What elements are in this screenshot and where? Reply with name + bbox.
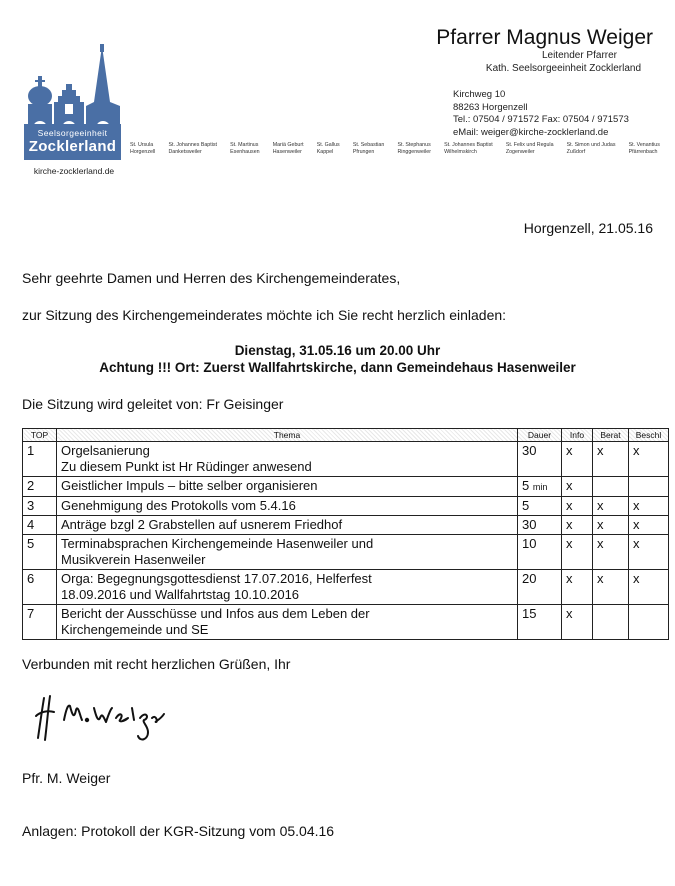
row-thema: Geistlicher Impuls – bitte selber organisieren	[57, 477, 518, 497]
letter-date: Horgenzell, 21.05.16	[523, 220, 653, 236]
row-top: 6	[23, 570, 57, 605]
row-dauer: 15	[518, 605, 562, 640]
header-top: TOP	[23, 429, 57, 442]
parish-item: Mariä Geburt Hasenweiler	[272, 142, 304, 155]
table-row	[23, 535, 669, 570]
row-info: x	[562, 570, 593, 605]
row-top: 1	[23, 442, 57, 477]
row-berat: x	[593, 535, 629, 570]
table-row	[23, 605, 669, 640]
row-thema: Orgelsanierung Zu diesem Punkt ist Hr Rüdinger anwesend	[57, 442, 518, 477]
parish-item: St. Ursula Horgenzell	[130, 142, 156, 155]
row-beschl: x	[629, 535, 669, 570]
meeting-location-notice: Achtung !!! Ort: Zuerst Wallfahrtskirche, dann Gemeindehaus Hasenweiler	[99, 360, 576, 375]
row-info: x	[562, 497, 593, 516]
logo-wordmark	[24, 124, 121, 160]
row-info: x	[562, 477, 593, 497]
salutation: Sehr geehrte Damen und Herren des Kirchengemeinderates,	[22, 270, 401, 286]
row-dauer: 30	[518, 442, 562, 477]
row-top: 7	[23, 605, 57, 640]
table-row	[23, 497, 669, 516]
row-top: 3	[23, 497, 57, 516]
row-thema: Bericht der Ausschüsse und Infos aus dem Leben der Kirchengemeinde und SE	[57, 605, 518, 640]
row-dauer: 10	[518, 535, 562, 570]
row-dauer: 30	[518, 516, 562, 535]
sender-address	[453, 89, 629, 139]
logo-url[interactable]: kirche-zocklerland.de	[33, 166, 115, 176]
table-row	[23, 442, 669, 477]
header-info: Info	[562, 429, 593, 442]
parish-item: St. Johannes Baptist Wilhelmskirch	[444, 142, 493, 155]
header-dauer: Dauer	[518, 429, 562, 442]
row-top: 2	[23, 477, 57, 497]
logo-line1: Seelsorgeeinheit	[37, 128, 108, 138]
row-info: x	[562, 516, 593, 535]
row-berat: x	[593, 570, 629, 605]
parish-list	[130, 142, 660, 156]
header-beschl: Beschl	[629, 429, 669, 442]
address-email[interactable]: eMail: weiger@kirche-zocklerland.de	[453, 126, 609, 138]
meeting-datetime: Dienstag, 31.05.16 um 20.00 Uhr	[234, 343, 441, 358]
parish-item: St. Gallus Kappel	[316, 142, 340, 155]
sender-name: Pfarrer Magnus Weiger	[436, 26, 653, 49]
row-info: x	[562, 535, 593, 570]
intro-text: zur Sitzung des Kirchengemeinderates möchte ich Sie recht herzlich einladen:	[22, 307, 507, 323]
table-row	[23, 477, 669, 497]
row-berat: x	[593, 442, 629, 477]
row-dauer: 5 min	[518, 477, 562, 497]
parish-item: St. Johannes Baptist Danketsweiler	[168, 142, 218, 155]
meeting-leader: Die Sitzung wird geleitet von: Fr Geisinger	[22, 396, 284, 412]
parish-item: St. Simon und Judas Zußdorf	[566, 142, 616, 155]
address-street: Kirchweg 10	[453, 89, 506, 100]
address-city: 88263 Horgenzell	[453, 101, 528, 113]
parish-item: St. Martinus Esenhausen	[230, 142, 260, 155]
row-dauer: 20	[518, 570, 562, 605]
row-berat	[593, 605, 629, 640]
row-top: 4	[23, 516, 57, 535]
signature-name: Pfr. M. Weiger	[22, 770, 111, 786]
agenda-table	[22, 428, 662, 640]
row-top: 5	[23, 535, 57, 570]
parish-item: St. Venantius Pfärrenbach	[628, 142, 660, 155]
row-beschl: x	[629, 516, 669, 535]
handwritten-signature-icon	[30, 690, 170, 746]
row-berat	[593, 477, 629, 497]
row-dauer: 5	[518, 497, 562, 516]
sender-role: Leitender Pfarrer	[541, 50, 617, 61]
address-phone: Tel.: 07504 / 971572 Fax: 07504 / 971573	[453, 114, 629, 125]
logo-line2: Zocklerland	[28, 138, 117, 155]
row-thema: Anträge bzgl 2 Grabstellen auf usnerem Friedhof	[57, 516, 518, 535]
row-thema: Terminabsprachen Kirchengemeinde Hasenweiler und Musikverein Hasenweiler	[57, 535, 518, 570]
row-thema: Orga: Begegnungsgottesdienst 17.07.2016, Helferfest 18.09.2016 und Wallfahrtstag 10.10.2016	[57, 570, 518, 605]
agenda-header-row	[23, 429, 669, 442]
row-beschl	[629, 605, 669, 640]
header-thema: Thema	[57, 429, 518, 442]
row-beschl: x	[629, 497, 669, 516]
attachments-note: Anlagen: Protokoll der KGR-Sitzung vom 05.04.16	[22, 823, 335, 839]
row-berat: x	[593, 497, 629, 516]
row-thema: Genehmigung des Protokolls vom 5.4.16	[57, 497, 518, 516]
row-info: x	[562, 605, 593, 640]
sender-organization: Kath. Seelsorgeeinheit Zocklerland	[485, 63, 641, 74]
row-berat: x	[593, 516, 629, 535]
header-berat: Berat	[593, 429, 629, 442]
row-beschl: x	[629, 442, 669, 477]
table-row	[23, 516, 669, 535]
parish-item: St. Felix und Regula Zogenweiler	[505, 142, 554, 155]
parish-item: St. Stephanus Ringgenweiler	[397, 142, 432, 155]
table-row	[23, 570, 669, 605]
row-info: x	[562, 442, 593, 477]
parish-item: St. Sebastian Pfrungen	[352, 142, 385, 155]
row-beschl: x	[629, 570, 669, 605]
row-beschl	[629, 477, 669, 497]
closing-text: Verbunden mit recht herzlichen Grüßen, Ihr	[22, 656, 291, 672]
